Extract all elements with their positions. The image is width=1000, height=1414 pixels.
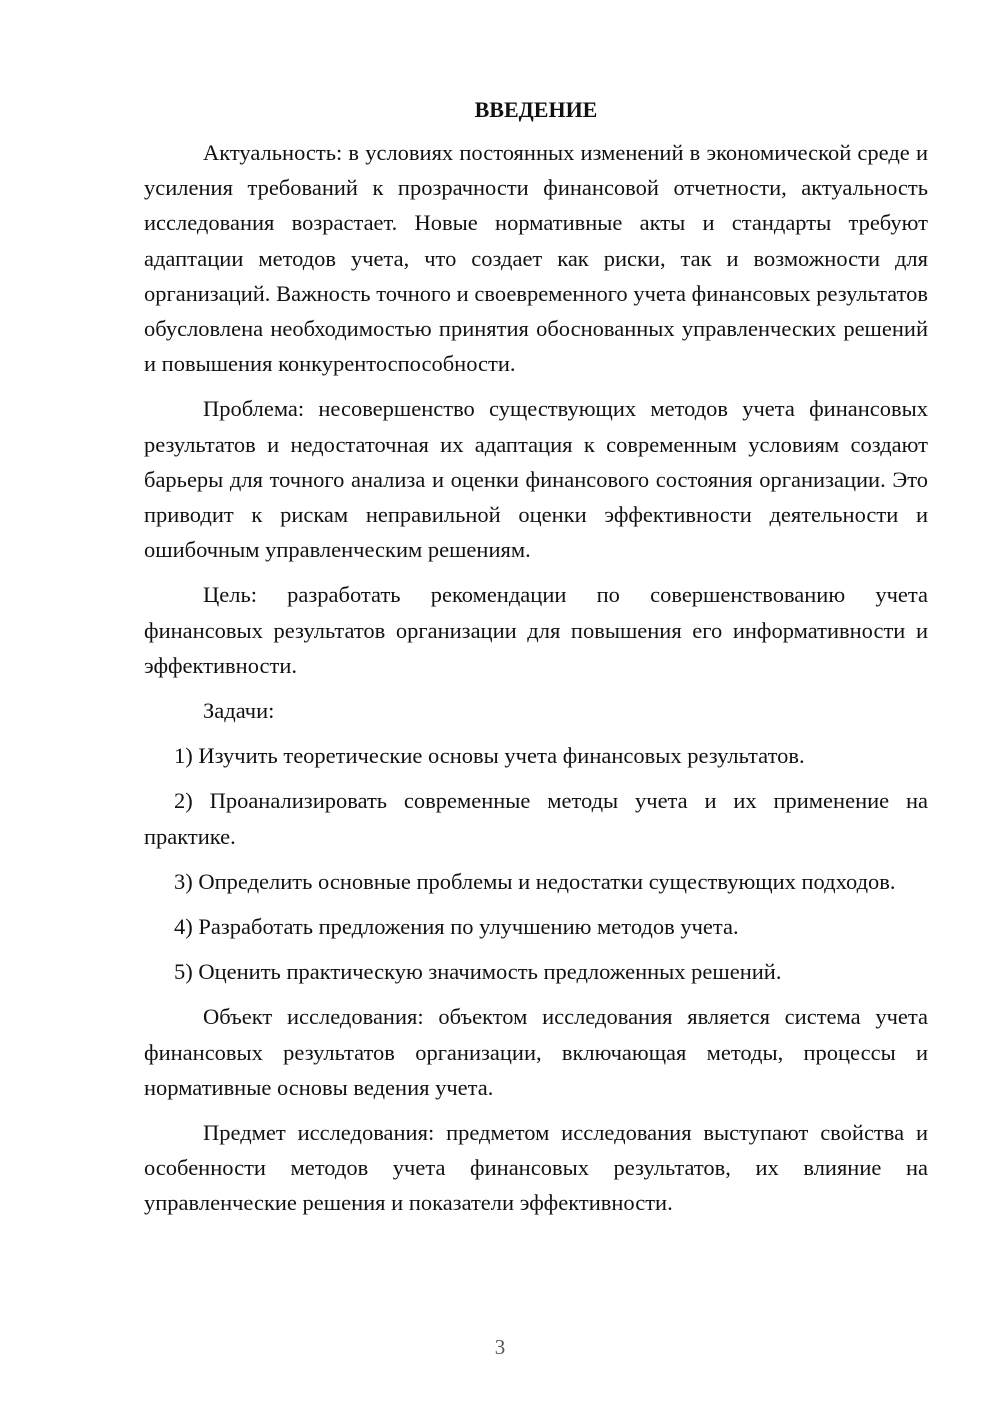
task-item-2: 2) Проанализировать современные методы учета и их применение на практике. (144, 788, 928, 849)
section-title: ВВЕДЕНИЕ (474, 97, 598, 122)
paragraph-subject: Предмет исследования: предметом исследования выступают свойства и особенности методов учета финансовых результатов, их влияние на управленческие решения и показатели эффективности. (144, 1120, 928, 1216)
paragraph-problem: Проблема: несовершенство существующих методов учета финансовых результатов и недостаточная их адаптация к современным условиям создают барьеры для точного анализа и оценки финансового состояния организации. Это приводит к рискам неправильной оценки эффективности деятельности и ошибочным управленческим решениям. (144, 396, 928, 563)
paragraph-object: Объект исследования: объектом исследования является система учета финансовых результатов организации, включающая методы, процессы и нормативные основы ведения учета. (144, 1004, 928, 1100)
tasks-label: Задачи: (203, 698, 275, 724)
page-content (144, 92, 928, 1231)
task-item-4: 4) Разработать предложения по улучшению методов учета. (174, 914, 739, 940)
task-item-1: 1) Изучить теоретические основы учета финансовых результатов. (174, 743, 805, 769)
paragraph-relevance: Актуальность: в условиях постоянных изменений в экономической среде и усиления требований к прозрачности финансовой отчетности, актуальность исследования возрастает. Новые нормативные акты и стандарты требуют адаптации методов учета, что создает как риски, так и возможности для организаций. Важность точного и своевременного учета финансовых результатов обусловлена необходимостью принятия обоснованных управленческих решений и повышения конкурентоспособности. (144, 140, 928, 377)
task-item-3: 3) Определить основные проблемы и недостатки существующих подходов. (174, 868, 896, 894)
task-item-5: 5) Оценить практическую значимость предложенных решений. (174, 959, 782, 985)
page-number: 3 (494, 1335, 506, 1359)
paragraph-goal: Цель: разработать рекомендации по совершенствованию учета финансовых результатов организации для повышения его информативности и эффективности. (144, 582, 928, 678)
